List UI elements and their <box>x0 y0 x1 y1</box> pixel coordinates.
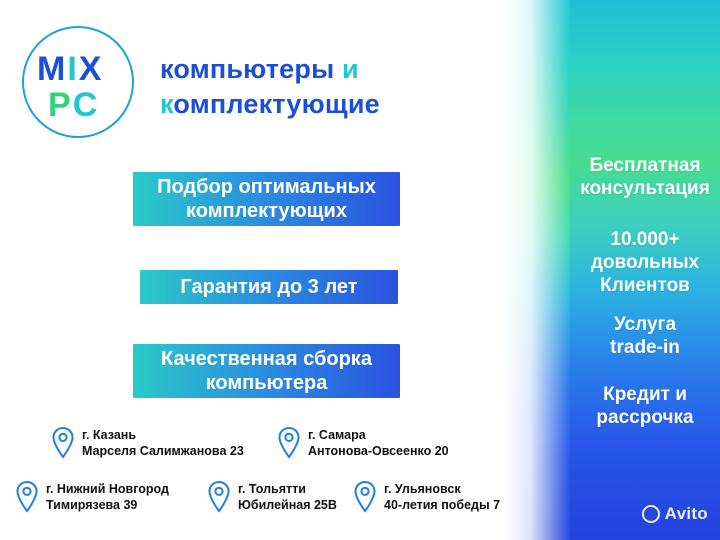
page-title <box>160 52 380 121</box>
feature-bar-assembly-line1: Качественная сборка <box>161 348 372 370</box>
logo-letter-i: I <box>67 50 79 88</box>
headline-line1-part2: и <box>334 54 359 84</box>
benefit-consultation <box>570 154 720 200</box>
benefit-credit-line2: рассрочка <box>596 407 694 429</box>
logo-letter-p: P <box>48 86 73 124</box>
benefit-tradein-line2: trade-in <box>610 337 680 359</box>
headline-line2 <box>160 87 380 122</box>
feature-bar-components-line2: комплектующих <box>186 200 347 222</box>
location-item <box>14 480 169 514</box>
location-text <box>384 481 500 514</box>
feature-bar-components <box>133 172 400 226</box>
map-pin-icon <box>206 480 232 514</box>
location-text <box>238 481 337 514</box>
feature-bar-assembly-line2: компьютера <box>205 372 328 394</box>
location-text <box>46 481 169 514</box>
location-item <box>206 480 337 514</box>
location-city: г. Казань <box>82 427 137 442</box>
location-address: Тимирязева 39 <box>46 498 138 512</box>
feature-bar-components-line1: Подбор оптимальных <box>157 176 376 198</box>
benefit-clients-line3: Клиентов <box>600 275 690 297</box>
avito-logo-icon <box>642 505 660 523</box>
benefit-credit-line1: Кредит и <box>603 384 687 405</box>
map-pin-icon <box>352 480 378 514</box>
benefit-consultation-line2: консультация <box>580 178 710 200</box>
location-city: г. Тольятти <box>238 481 306 496</box>
feature-bar-assembly <box>133 344 400 398</box>
location-city: г. Нижний Новгород <box>46 481 169 496</box>
benefit-clients-line2: довольных <box>590 252 700 274</box>
location-text <box>308 427 449 460</box>
benefit-tradein-line1: Услуга <box>613 314 677 335</box>
location-city: г. Самара <box>308 427 366 442</box>
location-item <box>352 480 500 514</box>
location-item <box>276 426 449 460</box>
feature-bar-warranty-line1: Гарантия до 3 лет <box>180 276 358 298</box>
avito-watermark <box>642 504 708 524</box>
benefit-credit <box>570 383 720 429</box>
benefit-tradein <box>570 313 720 359</box>
logo-text-pc <box>48 88 99 122</box>
headline-line2-part2: омплектующие <box>173 88 380 119</box>
benefit-clients <box>570 228 720 298</box>
location-address: Марселя Салимжанова 23 <box>82 444 244 458</box>
logo <box>22 26 140 144</box>
location-text <box>82 427 244 460</box>
avito-watermark-text: Avito <box>664 504 708 523</box>
headline-line1-part1: компьютеры <box>160 54 335 84</box>
headline-line2-part1: к <box>160 88 174 119</box>
right-panel-fade <box>504 0 570 540</box>
location-city: г. Ульяновск <box>384 481 461 496</box>
location-address: Юбилейная 25В <box>238 498 337 512</box>
logo-letter-c: C <box>72 86 100 124</box>
logo-letter-m: M <box>37 50 68 88</box>
location-address: 40-летия победы 7 <box>384 498 501 512</box>
benefit-clients-line1: 10.000+ <box>610 229 680 250</box>
map-pin-icon <box>14 480 40 514</box>
location-item <box>50 426 244 460</box>
logo-text-mix <box>37 52 103 86</box>
location-address: Антонова-Овсеенко 20 <box>308 444 449 458</box>
map-pin-icon <box>50 426 76 460</box>
feature-bar-warranty <box>140 270 398 304</box>
benefit-consultation-line1: Бесплатная <box>589 155 701 176</box>
map-pin-icon <box>276 426 302 460</box>
logo-letter-x: X <box>78 50 104 88</box>
